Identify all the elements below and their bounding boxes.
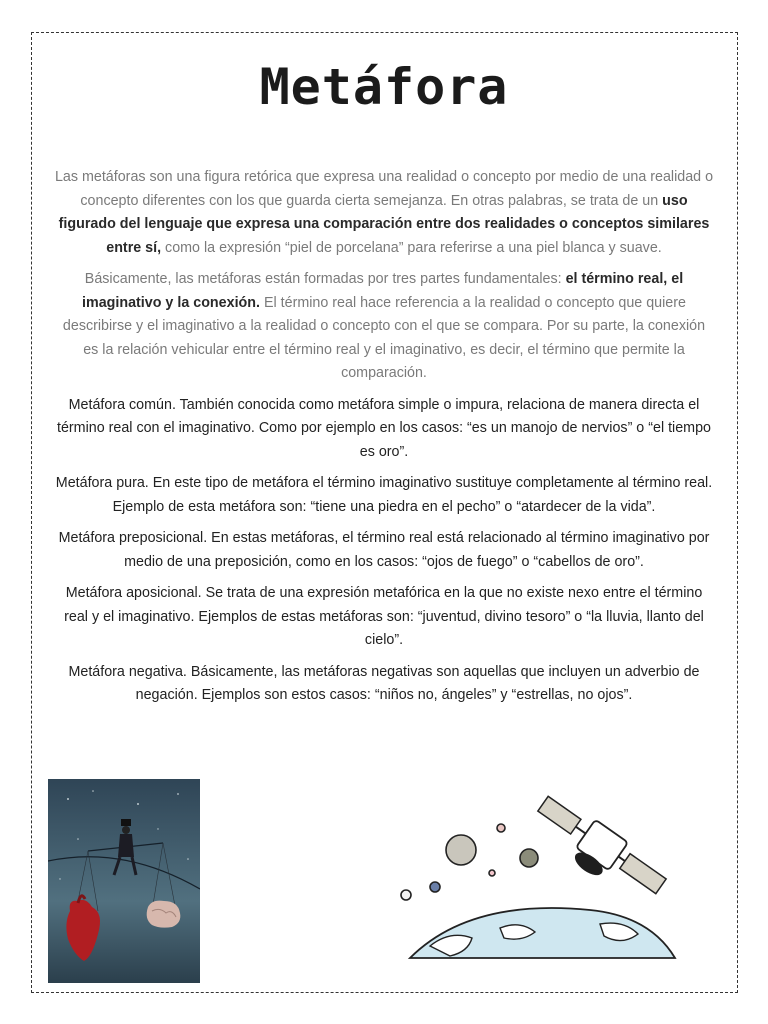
paragraph-text: Básicamente, las metáforas están formadas por tres partes fundamentales: [84, 271, 566, 287]
paragraph-text: Las metáforas son una figura retórica que expresa una realidad o concepto por medio de una realidad o concepto diferentes con los que guarda cierta semejanza. En otras palabras, se trata de un [54, 169, 714, 209]
paragraph-bold-text: uso figurado del lenguaje que expresa una comparación entre dos realidades o conceptos similares entre sí, [58, 192, 710, 256]
page-title: Metáfora [259, 58, 509, 116]
paragraph-metafora-negativa: Metáfora negativa. Básicamente, las metáforas negativas son aquellas que incluyen un adverbio de negación. Ejemplos son estos casos: “niños no, ángeles” y “estrellas, no ojos”. [68, 663, 700, 703]
paragraph-intro [54, 166, 714, 260]
tightrope-heart-brain-painting [48, 779, 200, 983]
paragraph-parts [54, 268, 714, 386]
paragraph-metafora-pura: Metáfora pura. En este tipo de metáfora el término imaginativo sustituye completamente al término real. Ejemplo de esta metáfora son: “tiene una piedra en el pecho” o “atardecer de la vida”. [55, 475, 713, 515]
paragraph-text: como la expresión “piel de porcelana” para referirse a una piel blanca y suave. [161, 239, 662, 256]
paragraph-text: El término real hace referencia a la realidad o concepto que quiere describirse y el imaginativo a la realidad o concepto con el que se compara. Por su parte, la conexión es la relación vehicular entre el término real y el imaginativo, es decir, el término que permite la comparación. [62, 294, 706, 381]
paragraph-metafora-comun: Metáfora común. También conocida como metáfora simple o impura, relaciona de manera directa el término real con el imaginativo. Como por ejemplo en los casos: “es un manojo de nervios” o “el tiempo es oro”. [57, 396, 711, 460]
paragraph-bold-text: el término real, el imaginativo y la conexión. [82, 271, 684, 311]
paragraph-metafora-aposicional: Metáfora aposicional. Se trata de una expresión metafórica en la que no existe nexo entre el término real y el imaginativo. Ejemplos de estas metáforas son: “juventud, divino tesoro” o “la lluvia, llanto del cielo”. [64, 585, 704, 648]
text-body [54, 166, 714, 716]
paragraph-metafora-preposicional: Metáfora preposicional. En estas metáforas, el término real está relacionado al término imaginativo por medio de una preposición, como en los casos: “ojos de fuego” o “cabellos de oro”. [58, 530, 710, 570]
space-satellite-illustration [390, 770, 690, 970]
